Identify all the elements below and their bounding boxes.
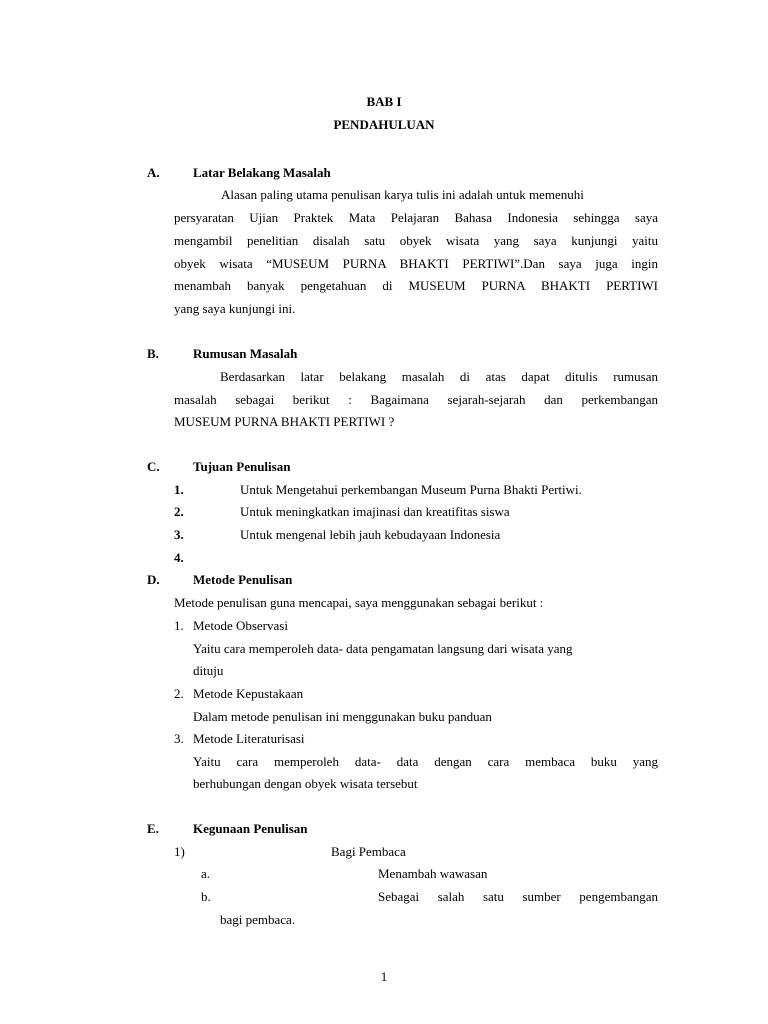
goal-text: Untuk meningkatkan imajinasi dan kreatifitas siswa [240,504,510,519]
goal-number: 2. [174,504,184,519]
use-text: Bagi Pembaca [331,844,406,859]
method-name: Metode Observasi [193,618,288,633]
method-desc: Dalam metode penulisan ini menggunakan buku panduan [193,709,492,724]
use-number: 1) [174,844,185,859]
use-sub-text: Menambah wawasan [378,866,488,881]
section-d-intro: Metode penulisan guna mencapai, saya menggunakan sebagai berikut : [174,595,544,610]
section-a-title: Latar Belakang Masalah [193,165,331,180]
goal-number: 3. [174,527,184,542]
section-e-letter: E. [147,821,159,836]
method-name: Metode Literaturisasi [193,731,305,746]
method-desc: Yaitu cara memperoleh data- data pengamatan langsung dari wisata yang [193,641,573,656]
section-a-line: menambah banyak pengetahuan di MUSEUM PURNA BHAKTI PERTIWI [174,278,658,293]
method-desc: berhubungan dengan obyek wisata tersebut [193,776,418,791]
section-a-line: mengambil penelitian disalah satu obyek wisata yang saya kunjungi yaitu [174,233,658,248]
goal-number: 4. [174,550,184,565]
section-b-title: Rumusan Masalah [193,346,298,361]
section-b-line: Berdasarkan latar belakang masalah di atas dapat ditulis rumusan [220,369,658,384]
goal-text: Untuk Mengetahui perkembangan Museum Purna Bhakti Pertiwi. [240,482,582,497]
method-number: 3. [174,731,184,746]
chapter-label: BAB I [366,94,402,109]
section-b-letter: B. [147,346,159,361]
section-a-line: persyaratan Ujian Praktek Mata Pelajaran Bahasa Indonesia sehingga saya [174,210,658,225]
section-d-title: Metode Penulisan [193,572,293,587]
section-a-line: obyek wisata “MUSEUM PURNA BHAKTI PERTIWI”.Dan saya juga ingin [174,256,658,271]
goal-text: Untuk mengenal lebih jauh kebudayaan Indonesia [240,527,501,542]
method-number: 1. [174,618,184,633]
use-sub-text: Sebagai salah satu sumber pengembangan [378,889,658,904]
method-number: 2. [174,686,184,701]
section-a-line: yang saya kunjungi ini. [174,301,296,316]
goal-number: 1. [174,482,184,497]
method-name: Metode Kepustakaan [193,686,304,701]
page-number: 1 [380,969,388,984]
section-a-letter: A. [147,165,160,180]
section-a-line: Alasan paling utama penulisan karya tulis ini adalah untuk memenuhi [221,187,584,202]
use-sub-label: a. [201,866,211,881]
use-sub-label: b. [201,889,211,904]
section-c-title: Tujuan Penulisan [193,459,291,474]
section-e-title: Kegunaan Penulisan [193,821,308,836]
chapter-heading: PENDAHULUAN [333,117,435,132]
section-b-line: MUSEUM PURNA BHAKTI PERTIWI ? [174,414,395,429]
section-d-letter: D. [147,572,160,587]
section-c-letter: C. [147,459,160,474]
method-desc: Yaitu cara memperoleh data- data dengan cara membaca buku yang [193,754,658,769]
section-b-line: masalah sebagai berikut : Bagaimana sejarah-sejarah dan perkembangan [174,392,658,407]
use-continuation: bagi pembaca. [220,912,296,927]
method-desc: dituju [193,663,224,678]
